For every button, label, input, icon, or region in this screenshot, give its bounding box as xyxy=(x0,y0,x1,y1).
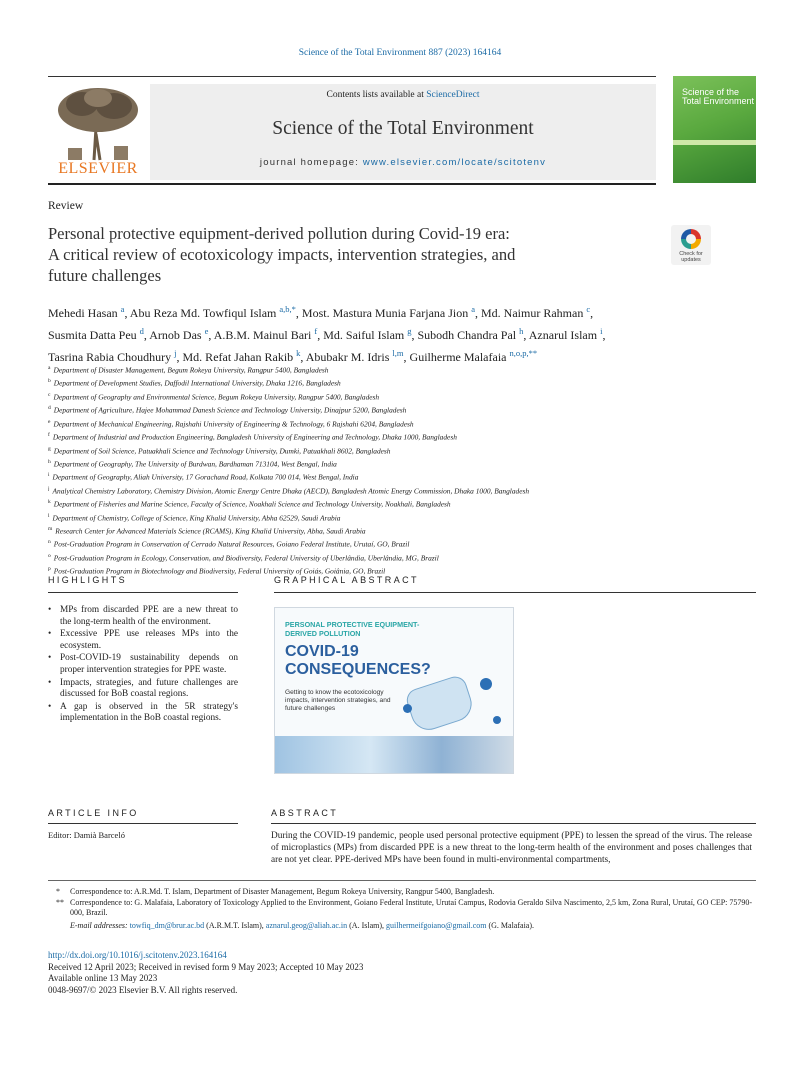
affiliation-text: Department of Soil Science, Patuakhali Science and Technology University, Dumki, Patuakhali 8602, Bangladesh xyxy=(53,446,391,455)
journal-homepage xyxy=(150,157,656,168)
author-name[interactable]: Abubakr M. Idris xyxy=(305,350,390,364)
affiliation-key: h xyxy=(48,458,51,465)
journal-header-panel xyxy=(150,84,656,180)
highlight-item: • Post-COVID-19 sustainability depends on proper intervention strategies for PPE waste. xyxy=(48,653,238,676)
tree-icon xyxy=(48,84,148,162)
author-affiliation-ref[interactable]: j xyxy=(174,348,177,358)
affiliation-item xyxy=(48,403,758,416)
affiliation-text: Department of Disaster Management, Begum Rokeya University, Rangpur 5400, Bangladesh xyxy=(53,365,329,375)
cover-title-line2: Total Environment xyxy=(682,96,755,107)
affiliation-key: l xyxy=(48,512,50,519)
affiliation-key: k xyxy=(48,499,51,506)
footnote-item xyxy=(48,898,756,919)
doi-link[interactable]: http://dx.doi.org/10.1016/j.scitotenv.2023.164164 xyxy=(48,950,227,960)
author-name[interactable]: Aznarul Islam xyxy=(528,328,598,342)
author-name[interactable]: A.B.M. Mainul Bari xyxy=(213,328,312,342)
figure-headline xyxy=(285,643,431,679)
footnote-item xyxy=(48,887,756,898)
affiliation-text: Department of Geography, The University of Burdwan, Bardhaman 713104, West Bengal, India xyxy=(53,459,337,469)
author-name[interactable]: Md. Saiful Islam xyxy=(323,328,405,342)
affiliation-text: Post-Graduation Program in Ecology, Conservation, and Biodiversity, Federal University of Uberlândia, Uberlândia, MG, Brazil xyxy=(53,553,439,563)
affiliation-item xyxy=(48,390,758,403)
title-line: A critical review of ecotoxicology impacts, intervention strategies, and xyxy=(48,245,516,264)
footnote-rule xyxy=(48,880,756,881)
homepage-link[interactable]: www.elsevier.com/locate/scitotenv xyxy=(362,157,547,168)
contents-prefix: Contents lists available at xyxy=(326,90,427,100)
homepage-prefix: journal homepage: xyxy=(259,157,363,168)
affiliation-item xyxy=(48,417,758,430)
affiliation-key: o xyxy=(48,552,51,559)
footnote-mark: ** xyxy=(56,897,64,907)
affiliation-item xyxy=(48,537,758,550)
virus-icon xyxy=(480,678,492,690)
author-affiliation-ref[interactable]: h xyxy=(519,326,524,336)
editor-line: Editor: Damià Barceló xyxy=(48,830,125,840)
check-updates-label xyxy=(671,251,711,263)
elsevier-logo xyxy=(48,84,148,178)
author-name[interactable]: Mehedi Hasan xyxy=(48,306,118,320)
author-affiliation-ref[interactable]: g xyxy=(407,326,412,336)
publication-info xyxy=(48,950,363,996)
affiliation-text: Department of Fisheries and Marine Science, Faculty of Science, Noakhali Science and Technology University, Noakhali, Bangladesh xyxy=(53,499,451,509)
badge-line1: Check for xyxy=(679,251,703,257)
graphical-abstract-heading: GRAPHICAL ABSTRACT xyxy=(274,575,419,585)
article-info-rule xyxy=(48,823,238,824)
affiliation-item xyxy=(48,524,758,537)
author-name[interactable]: Guilherme Malafaia xyxy=(409,350,507,364)
contents-availability xyxy=(150,90,656,100)
author-affiliation-ref[interactable]: e xyxy=(204,326,209,336)
affiliation-text: Department of Chemistry, College of Science, King Khalid University, Abha 62529, Saudi Arabia xyxy=(52,513,341,523)
author-name[interactable]: Subodh Chandra Pal xyxy=(417,328,517,342)
author-name[interactable]: Susmita Datta Peu xyxy=(48,328,137,342)
email-owner: (A.R.M.T. Islam), xyxy=(204,920,266,930)
email-owner: (A. Islam), xyxy=(347,920,387,930)
affiliation-text: Department of Mechanical Engineering, Rajshahi University of Engineering & Technology, 6 Rajshahi 6204, Bangladesh xyxy=(53,419,414,429)
cover-title-line1: Science of the xyxy=(682,87,740,97)
ppe-illustration-strip xyxy=(275,736,513,774)
affiliation-item xyxy=(48,430,758,443)
copyright: 0048-9697/© 2023 Elsevier B.V. All rights reserved. xyxy=(48,984,238,995)
affiliation-key: j xyxy=(48,485,50,492)
footnote-text: Correspondence to: A.R.Md. T. Islam, Department of Disaster Management, Begum Rokeya University, Rangpur 5400, Bangladesh. xyxy=(70,887,495,896)
affiliation-key: m xyxy=(48,526,53,533)
affiliation-key: i xyxy=(48,472,50,479)
highlight-item: • A gap is observed in the 5R strategy's implementation in the BoB coastal regions. xyxy=(48,702,238,725)
author-affiliation-ref[interactable]: k xyxy=(296,348,301,358)
affiliation-item xyxy=(48,484,758,497)
article-title xyxy=(48,223,608,286)
article-type: Review xyxy=(48,200,84,212)
highlights-heading: HIGHLIGHTS xyxy=(48,575,128,585)
figure-headline-line1: COVID-19 xyxy=(285,643,359,660)
affiliation-key: e xyxy=(48,418,51,425)
affiliation-key: a xyxy=(48,365,51,371)
footnotes xyxy=(48,887,756,931)
history-dates: Received 12 April 2023; Received in revised form 9 May 2023; Accepted 10 May 2023 xyxy=(48,961,364,972)
email-addresses xyxy=(48,921,756,932)
affiliation-item xyxy=(48,444,758,457)
masthead-bottom-rule xyxy=(48,183,656,185)
virus-icon xyxy=(493,716,501,724)
affiliation-item xyxy=(48,551,758,564)
affiliation-item xyxy=(48,511,758,524)
journal-title: Science of the Total Environment xyxy=(272,118,534,139)
online-date: Available online 13 May 2023 xyxy=(48,973,158,984)
affiliation-text: Department of Agriculture, Hajee Mohammad Danesh Science and Technology University, Dinajpur 5200, Bangladesh xyxy=(53,405,407,415)
author-name[interactable]: Md. Refat Jahan Rakib xyxy=(182,350,294,364)
affiliation-text: Analytical Chemistry Laboratory, Chemistry Division, Atomic Energy Centre Dhaka (AECD), Bangladesh Atomic Energy Commission, Dhaka 1000, Bangladesh xyxy=(52,486,530,496)
journal-cover-image[interactable] xyxy=(673,76,756,183)
author-affiliation-ref[interactable]: i xyxy=(600,326,603,336)
figure-subtext: Getting to know the ecotoxicology impacts, intervention strategies, and future challenges xyxy=(285,689,391,712)
cover-band xyxy=(673,140,756,145)
affiliation-text: Department of Geography and Environmental Science, Begum Rokeya University, Rangpur 5400, Bangladesh xyxy=(53,392,380,402)
author-affiliation-ref[interactable]: n,o,p,** xyxy=(509,348,538,358)
author-name[interactable]: Most. Mastura Munia Farjana Jion xyxy=(301,306,469,320)
email-link[interactable]: guilhermeifgoiano@gmail.com xyxy=(386,920,487,930)
author-affiliation-ref[interactable]: c xyxy=(586,304,591,314)
email-link[interactable]: towfiq_dm@brur.ac.bd xyxy=(129,920,205,930)
email-link[interactable]: aznarul.geog@aliah.ac.in xyxy=(265,920,348,930)
affiliation-key: n xyxy=(48,539,51,546)
figure-kicker: PERSONAL PROTECTIVE EQUIPMENT-DERIVED POLLUTION xyxy=(285,620,420,638)
author-line: Tasrina Rabia Choudhury $^j$, Md. Refat Jahan Rakib $^k$, Abubakr M. Idris $^{l,m}$, Guilherme Malafaia $^{n,o,p,**}$ xyxy=(48,348,538,364)
author-name[interactable]: Arnob Das xyxy=(149,328,202,342)
affiliation-text: Department of Geography, Aliah University, 17 Gorachand Road, Kolkata 700 014, West Bengal, India xyxy=(52,472,359,482)
check-for-updates-button[interactable] xyxy=(671,225,711,265)
affiliation-text: Department of Development Studies, Daffodil International University, Dhaka 1216, Bangladesh xyxy=(53,378,341,388)
sciencedirect-link[interactable]: ScienceDirect xyxy=(426,90,480,100)
author-affiliation-ref[interactable]: a,b,* xyxy=(279,304,296,314)
highlight-item: • MPs from discarded PPE are a new threat to the long-term health of the environment. xyxy=(48,605,238,628)
affiliation-key: f xyxy=(48,432,50,439)
journal-citation[interactable]: Science of the Total Environment 887 (2023) 164164 xyxy=(298,48,502,58)
highlight-item: • Impacts, strategies, and future challenges are discussed for BoB coastal regions. xyxy=(48,678,238,701)
author-affiliation-ref[interactable]: l,m xyxy=(392,348,404,358)
affiliation-key: d xyxy=(48,405,51,412)
author-name[interactable]: Md. Naimur Rahman xyxy=(481,306,584,320)
abstract-rule xyxy=(271,823,756,824)
title-line: future challenges xyxy=(48,266,162,285)
author-list xyxy=(48,300,758,366)
crossmark-icon xyxy=(681,229,701,249)
graphical-abstract-rule xyxy=(274,592,756,593)
author-affiliation-ref[interactable]: d xyxy=(139,326,144,336)
badge-line2: updates xyxy=(681,257,701,263)
highlights-rule xyxy=(48,592,238,593)
affiliation-list xyxy=(48,363,758,578)
affiliation-item xyxy=(48,457,758,470)
affiliation-key: g xyxy=(48,445,51,452)
author-affiliation-ref[interactable]: f xyxy=(314,326,318,336)
publisher-name: ELSEVIER xyxy=(58,160,138,177)
footnote-text: Correspondence to: G. Malafaia, Laboratory of Toxicology Applied to the Environment, Goiano Federal Institute, Urutaí Campus, Rodovia Geraldo Silva Nascimento, 2,5 km, Zona Rural, Urutaí, GO CEP: 75790-000, Brazil. xyxy=(70,897,753,918)
highlights-list xyxy=(48,605,238,726)
footnote-mark: * xyxy=(56,887,60,896)
affiliation-key: p xyxy=(48,566,51,573)
masthead-top-rule xyxy=(48,76,656,77)
highlight-item: • Excessive PPE use releases MPs into the ecosystem. xyxy=(48,629,238,652)
affiliation-text: Department of Industrial and Production Engineering, Bangladesh University of Engineering and Technology, Dhaka 1000, Bangladesh xyxy=(52,432,457,442)
author-affiliation-ref[interactable]: a xyxy=(471,304,475,314)
affiliation-item xyxy=(48,363,758,376)
affiliation-key: b xyxy=(48,378,51,385)
virus-icon xyxy=(403,704,412,713)
affiliation-text: Post-Graduation Program in Biotechnology and Biodiversity, Federal University of Goiás, Goiânia, GO, Brazil xyxy=(53,566,386,576)
affiliation-item xyxy=(48,470,758,483)
figure-headline-line2: CONSEQUENCES? xyxy=(285,661,431,678)
affiliation-key: c xyxy=(48,391,51,398)
affiliation-text: Research Center for Advanced Materials Science (RCAMS), King Khalid University, Abha, Saudi Arabia xyxy=(55,526,366,536)
affiliation-item xyxy=(48,376,758,389)
title-line: Personal protective equipment-derived pollution during Covid-19 era: xyxy=(48,224,510,243)
graphical-abstract-figure[interactable] xyxy=(274,607,514,774)
cover-title xyxy=(682,88,754,107)
author-line: Susmita Datta Peu $^d$, Arnob Das $^e$, A.B.M. Mainul Bari $^f$, Md. Saiful Islam $^g$, Subodh Chandra Pal $^h$, Aznarul Islam $^i$, xyxy=(48,326,606,342)
email-label: E-mail addresses: xyxy=(70,920,128,930)
affiliation-item xyxy=(48,497,758,510)
article-info-heading: ARTICLE INFO xyxy=(48,808,139,818)
email-owner: (G. Malafaia). xyxy=(486,920,534,930)
author-line: Mehedi Hasan $^a$, Abu Reza Md. Towfiqul Islam $^{a,b,*}$, Most. Mastura Munia Farjana Jion $^a$, Md. Naimur Rahman $^c$, xyxy=(48,304,594,320)
face-mask-illustration xyxy=(404,673,477,734)
author-name[interactable]: Abu Reza Md. Towfiqul Islam xyxy=(129,306,277,320)
author-name[interactable]: Tasrina Rabia Choudhury xyxy=(48,350,172,364)
abstract-text: During the COVID-19 pandemic, people used personal protective equipment (PPE) to lessen the spread of the virus. The release of microplastics (MPs) from discarded PPE is a new threat to the long-term health of the environment and poses challenges that are not yet clear. PPE-derived MPs have been found in multi-environmental compartments, xyxy=(271,831,752,866)
affiliation-text: Post-Graduation Program in Conservation of Cerrado Natural Resources, Goiano Federal Institute, Urutaí, GO, Brazil xyxy=(53,539,410,549)
abstract-heading: ABSTRACT xyxy=(271,808,339,818)
author-affiliation-ref[interactable]: a xyxy=(120,304,125,314)
